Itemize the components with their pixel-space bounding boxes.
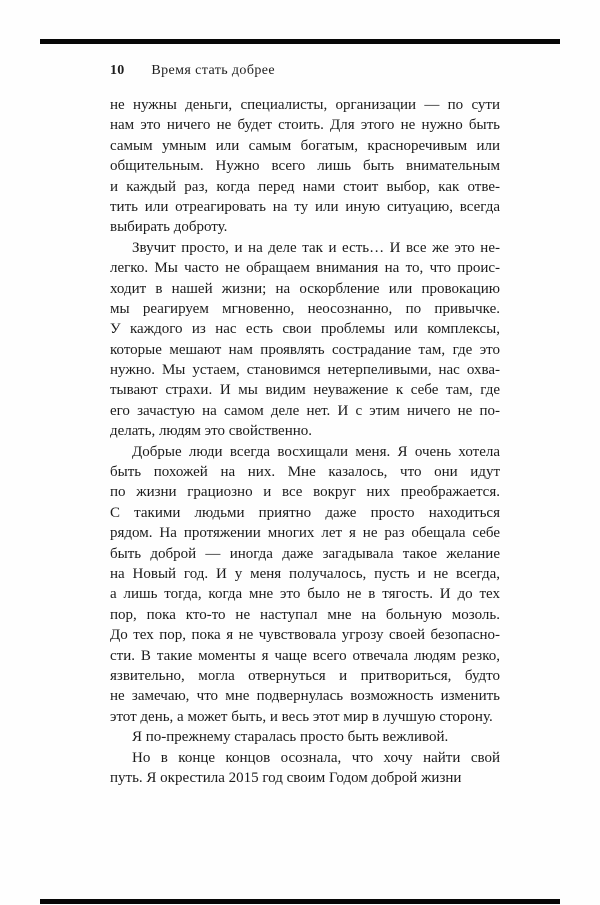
- text-line: сти. В такие моменты я чаще всего отвечала людям резко,: [110, 647, 500, 664]
- text-line: выбирать доброту.: [110, 219, 228, 236]
- text-line: мы реагируем мгновенно, неосознанно, по привычке.: [110, 300, 500, 317]
- text-line: не нужны деньги, специалисты, организации — по сути: [110, 97, 500, 113]
- bottom-rule: [40, 899, 560, 904]
- text-line: нужно. Мы устаем, становимся нетерпеливыми, нас охва-: [110, 362, 500, 379]
- paragraph: [110, 238, 500, 442]
- text-line: самым умным или самым богатым, красноречивым или: [110, 137, 500, 154]
- running-title: Время стать добрее: [151, 63, 275, 78]
- text-line: Добрые люди всегда восхищали меня. Я очень хотела: [132, 443, 500, 460]
- paragraph: [110, 727, 500, 747]
- text-line: общительным. Нужно всего лишь быть внимательным: [110, 158, 500, 175]
- text-line: С такими людьми приятно даже просто находиться: [110, 504, 500, 521]
- text-line: быть доброй — иногда даже загадывала такое желание: [110, 545, 500, 562]
- top-rule: [40, 39, 560, 44]
- text-line: на Новый год. И у меня получалось, пусть и не всегда,: [110, 565, 500, 582]
- text-line: не замечаю, что мне подвернулась возможность изменить: [110, 688, 500, 705]
- page-number: 10: [110, 63, 125, 78]
- text-line: пор, пока кто-то не наступал мне на больную мозоль.: [110, 606, 500, 623]
- text-line: делать, людям это свойственно.: [110, 423, 313, 440]
- text-line: язвительно, могла отвернуться и притвориться, будто: [110, 667, 500, 684]
- text-line: которые мешают нам проявлять сострадание там, где это: [110, 341, 500, 358]
- text-line: и каждый раз, когда перед нами стоит выбор, как отве-: [110, 178, 500, 195]
- text-column: [110, 95, 500, 788]
- text-line: тить или отреагировать на ту или иную ситуацию, всегда: [110, 198, 500, 215]
- paragraph: [110, 95, 500, 238]
- text-line: Я по-прежнему старалась просто быть вежливой.: [132, 729, 449, 746]
- text-line: рядом. На протяжении многих лет я не раз обещала себе: [110, 525, 500, 542]
- paragraph: [110, 748, 500, 789]
- text-line: тывают страхи. И мы видим неуважение к себе там, где: [110, 382, 500, 399]
- paragraph: [110, 442, 500, 727]
- text-line: ходит в нашей жизни; на оскорбление или провокацию: [110, 280, 500, 297]
- text-line: легко. Мы часто не обращаем внимания на то, что проис-: [110, 260, 500, 277]
- text-line: путь. Я окрестила 2015 год своим Годом доброй жизни: [110, 769, 462, 786]
- text-line: этот день, а может быть, и весь этот мир в лучшую сторону.: [110, 708, 493, 725]
- text-line: его зачастую на самом деле нет. И с этим ничего не по-: [110, 402, 500, 419]
- running-header: [110, 63, 275, 79]
- text-line: Но в конце концов осознала, что хочу найти свой: [132, 749, 500, 766]
- text-line: по жизни грациозно и все вокруг них преображается.: [110, 484, 500, 501]
- text-line: быть похожей на них. Мне казалось, что они идут: [110, 464, 500, 481]
- text-line: Звучит просто, и на деле так и есть… И все же это не-: [132, 239, 500, 256]
- text-line: а лишь тогда, когда мне это было не в тягость. И до тех: [110, 586, 500, 603]
- text-line: У каждого из нас есть свои проблемы или комплексы,: [110, 321, 500, 338]
- text-line: нам это ничего не будет стоить. Для этого не нужно быть: [110, 117, 500, 134]
- text-line: До тех пор, пока я не чувствовала угрозу своей безопасно-: [110, 627, 500, 644]
